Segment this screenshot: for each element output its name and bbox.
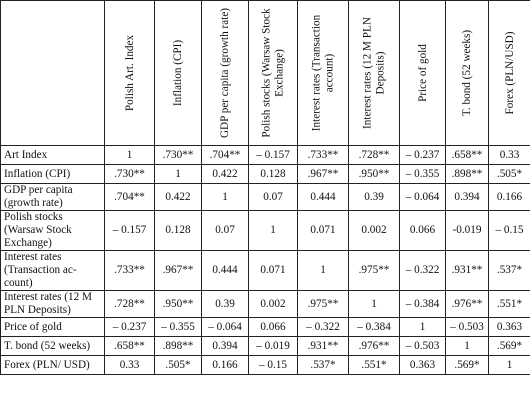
table-row (1, 251, 530, 291)
column-header-forex (489, 1, 530, 146)
row-header: Art Index (1, 146, 105, 165)
table-cell: 0.166 (489, 184, 530, 211)
table-cell: 0.39 (349, 184, 400, 211)
table-cell: .569* (446, 356, 489, 375)
table-cell: .976** (349, 337, 400, 356)
table-cell: 0.07 (202, 211, 249, 251)
table-cell: 0.422 (202, 165, 249, 184)
table-cell: .537* (298, 356, 349, 375)
column-header-label: Forex (PLN/USD) (503, 31, 516, 115)
table-cell: .967** (298, 165, 349, 184)
column-header-interest-deposits (349, 1, 400, 146)
table-cell: 1 (489, 356, 530, 375)
table-row (1, 165, 530, 184)
table-cell: – 0.019 (249, 337, 298, 356)
row-header: GDP per capita (growth rate) (1, 184, 105, 211)
column-header-interest-transaction (298, 1, 349, 146)
table-row (1, 211, 530, 251)
table-cell: .537* (489, 251, 530, 291)
table-cell: .950** (155, 291, 202, 318)
table-row (1, 291, 530, 318)
table-cell: .728** (349, 146, 400, 165)
row-header: T. bond (52 weeks) (1, 337, 105, 356)
table-cell: 0.444 (202, 251, 249, 291)
table-cell: 0.066 (400, 211, 446, 251)
table-cell: .728** (105, 291, 155, 318)
header-corner-cell (1, 1, 105, 146)
table-cell: 1 (202, 184, 249, 211)
table-cell: 0.39 (202, 291, 249, 318)
column-header-label: Polish Art. Index (123, 34, 136, 112)
table-cell: – 0.355 (155, 318, 202, 337)
table-cell: .931** (298, 337, 349, 356)
table-cell: – 0.15 (249, 356, 298, 375)
table-row (1, 337, 530, 356)
table-cell: – 0.503 (400, 337, 446, 356)
header-row (1, 1, 530, 146)
table-cell: 0.071 (249, 251, 298, 291)
table-row (1, 146, 530, 165)
table-cell: – 0.15 (489, 211, 530, 251)
table-cell: 0.394 (202, 337, 249, 356)
row-header: Inflation (CPI) (1, 165, 105, 184)
table-row (1, 318, 530, 337)
column-header-tbond (446, 1, 489, 146)
column-header-label: Polish stocks (Warsaw Stock Exchange) (260, 8, 285, 138)
table-cell: 0.394 (446, 184, 489, 211)
table-cell: .950** (349, 165, 400, 184)
table-cell: .967** (155, 251, 202, 291)
table-cell: – 0.064 (202, 318, 249, 337)
table-cell: 0.166 (202, 356, 249, 375)
table-cell: – 0.322 (298, 318, 349, 337)
table-cell: 0.363 (400, 356, 446, 375)
column-header-label: Interest rates (Transaction account) (310, 14, 335, 132)
table-cell: .730** (155, 146, 202, 165)
table-row (1, 184, 530, 211)
table-cell: .733** (298, 146, 349, 165)
column-header-inflation (155, 1, 202, 146)
table-cell: 0.002 (249, 291, 298, 318)
table-cell: 1 (249, 211, 298, 251)
table-cell: 0.066 (249, 318, 298, 337)
table-cell: – 0.384 (349, 318, 400, 337)
table-cell: .505* (155, 356, 202, 375)
table-cell: 0.444 (298, 184, 349, 211)
table-cell: 0.33 (489, 146, 530, 165)
table-cell: .975** (298, 291, 349, 318)
row-header: Interest rates (12 M PLN Deposits) (1, 291, 105, 318)
table-cell: .658** (446, 146, 489, 165)
table-cell: – 0.384 (400, 291, 446, 318)
table-cell: .704** (105, 184, 155, 211)
table-cell: 1 (155, 165, 202, 184)
table-cell: .975** (349, 251, 400, 291)
table-cell: 0.33 (105, 356, 155, 375)
table-cell: .505* (489, 165, 530, 184)
table-cell: .976** (446, 291, 489, 318)
table-cell: .569* (489, 337, 530, 356)
table-row (1, 356, 530, 375)
table-body (1, 146, 530, 375)
table-cell: .733** (105, 251, 155, 291)
column-header-polish-art-index (105, 1, 155, 146)
column-header-gdp (202, 1, 249, 146)
table-cell: .658** (105, 337, 155, 356)
table-cell: 0.128 (249, 165, 298, 184)
column-header-label: Interest rates (12 M PLN Deposits) (361, 17, 386, 129)
table-cell: – 0.237 (105, 318, 155, 337)
table-cell: 0.07 (249, 184, 298, 211)
row-header: Forex (PLN/ USD) (1, 356, 105, 375)
column-header-label: GDP per capita (growth rate) (218, 7, 231, 139)
table-cell: 0.071 (298, 211, 349, 251)
table-cell: 1 (298, 251, 349, 291)
table-cell: 0.002 (349, 211, 400, 251)
row-header: Interest rates (Transaction ac-count) (1, 251, 105, 291)
table-cell: 1 (349, 291, 400, 318)
column-header-label: Price of gold (416, 44, 429, 102)
table-cell: .551* (349, 356, 400, 375)
table-cell: .704** (202, 146, 249, 165)
table-cell: – 0.157 (249, 146, 298, 165)
table-cell: .551* (489, 291, 530, 318)
table-cell: .898** (155, 337, 202, 356)
table-cell: .898** (446, 165, 489, 184)
table-cell: – 0.237 (400, 146, 446, 165)
table-cell: 1 (446, 337, 489, 356)
table-cell: – 0.503 (446, 318, 489, 337)
table-cell: 0.128 (155, 211, 202, 251)
table-cell: .931** (446, 251, 489, 291)
table-cell: 1 (400, 318, 446, 337)
column-header-label: T. bond (52 weeks) (460, 29, 473, 117)
table-cell: – 0.157 (105, 211, 155, 251)
table-header (1, 1, 530, 146)
row-header: Price of gold (1, 318, 105, 337)
table-cell: – 0.322 (400, 251, 446, 291)
row-header: Polish stocks (Warsaw Stock Exchange) (1, 211, 105, 251)
table-cell: – 0.064 (400, 184, 446, 211)
table-cell: 0.363 (489, 318, 530, 337)
table-cell: -0.019 (446, 211, 489, 251)
column-header-gold (400, 1, 446, 146)
table-cell: – 0.355 (400, 165, 446, 184)
table-cell: 0.422 (155, 184, 202, 211)
table-cell: .730** (105, 165, 155, 184)
column-header-label: Inflation (CPI) (171, 39, 184, 107)
column-header-polish-stocks (249, 1, 298, 146)
table-cell: 1 (105, 146, 155, 165)
